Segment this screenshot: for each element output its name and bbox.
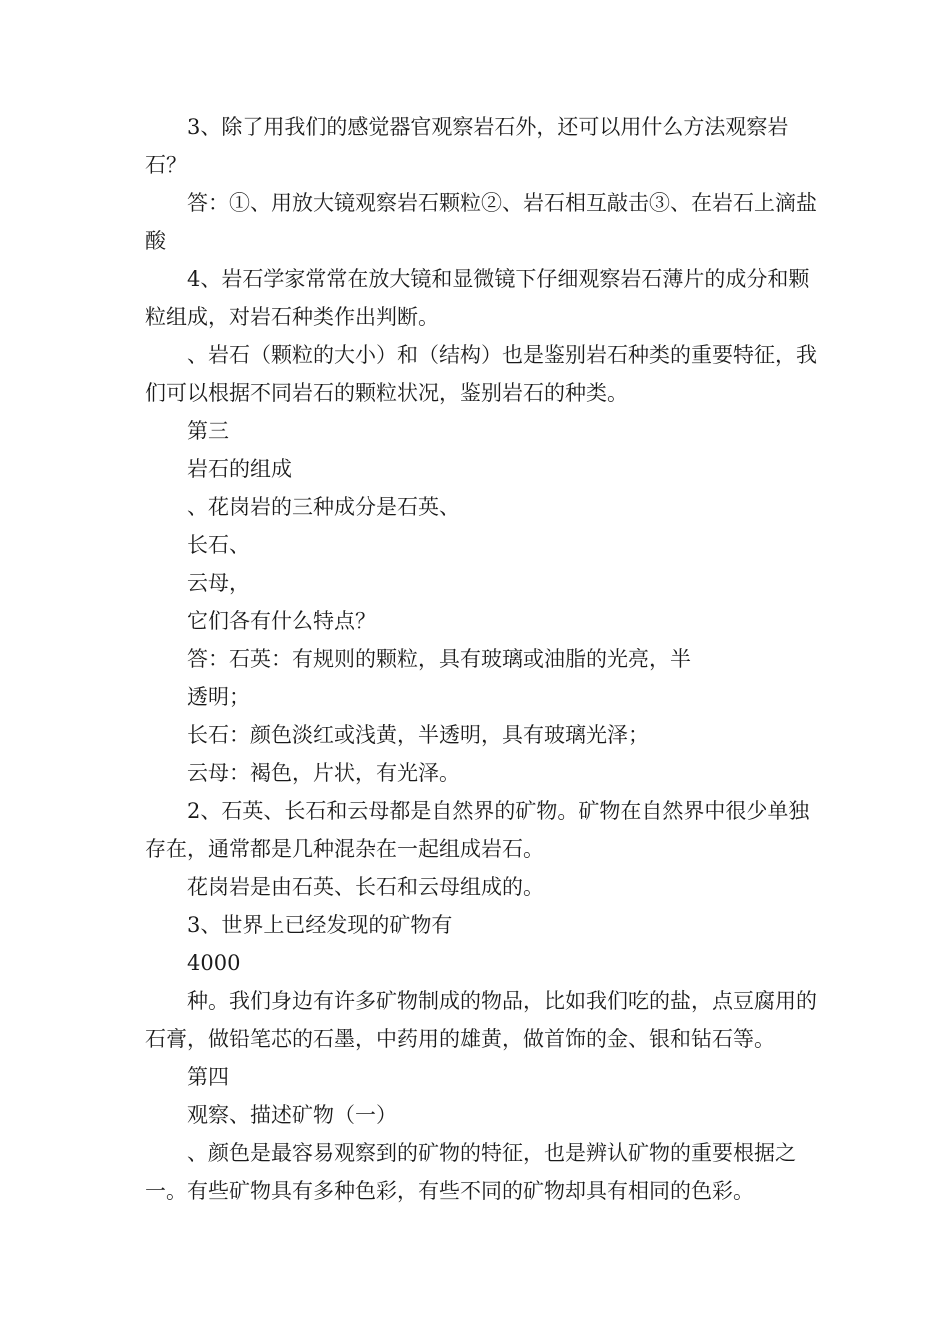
minerals-everyday-items: 种。我们身边有许多矿物制成的物品，比如我们吃的盐，点豆腐用的石膏，做铅笔芯的石墨，中药用的雄黄，做首饰的金、银和钻石等。: [145, 989, 817, 1051]
granite-composition: 花岗岩是由石英、长石和云母组成的。: [187, 875, 544, 899]
document-body: [145, 108, 825, 1210]
answer-quartz: 答：石英：有规则的颗粒，具有玻璃或油脂的光亮，半: [187, 647, 691, 671]
answer-quartz-cont: 透明；: [187, 685, 250, 709]
point-1-color: 、颜色是最容易观察到的矿物的特征，也是辨认矿物的重要根据之一。有些矿物具有多种色彩，有些不同的矿物却具有相同的色彩。: [145, 1141, 796, 1203]
component-mica: 云母，: [187, 571, 250, 595]
answer-3-methods: 答：①、用放大镜观察岩石颗粒②、岩石相互敲击③、在岩石上滴盐酸: [145, 191, 817, 253]
question-3-observe-methods: 3、除了用我们的感觉器官观察岩石外，还可以用什么方法观察岩石？: [145, 115, 789, 177]
component-feldspar: 长石、: [187, 533, 250, 557]
lesson-4-title: 观察、描述矿物（一）: [187, 1103, 397, 1127]
answer-mica: 云母：褐色，片状，有光泽。: [187, 761, 460, 785]
point-3-minerals-found: 3、世界上已经发现的矿物有: [187, 913, 453, 937]
point-4-geologist: 4、岩石学家常常在放大镜和显微镜下仔细观察岩石薄片的成分和颗粒组成，对岩石种类作出判断。: [145, 267, 810, 329]
lesson-3-number: 第三: [187, 419, 229, 443]
answer-feldspar: 长石：颜色淡红或浅黄，半透明，具有玻璃光泽；: [187, 723, 649, 747]
mineral-count: 4000: [187, 951, 241, 975]
lesson-4-number: 第四: [187, 1065, 229, 1089]
point-5-grain-structure: 、岩石（颗粒的大小）和（结构）也是鉴别岩石种类的重要特征，我们可以根据不同岩石的颗粒状况，鉴别岩石的种类。: [145, 343, 817, 405]
lesson-3-title: 岩石的组成: [187, 457, 292, 481]
point-2-minerals: 2、石英、长石和云母都是自然界的矿物。矿物在自然界中很少单独存在，通常都是几种混杂在一起组成岩石。: [145, 799, 810, 861]
question-granite-components: 、花岗岩的三种成分是石英、: [187, 495, 460, 519]
question-features: 它们各有什么特点？: [187, 609, 376, 633]
